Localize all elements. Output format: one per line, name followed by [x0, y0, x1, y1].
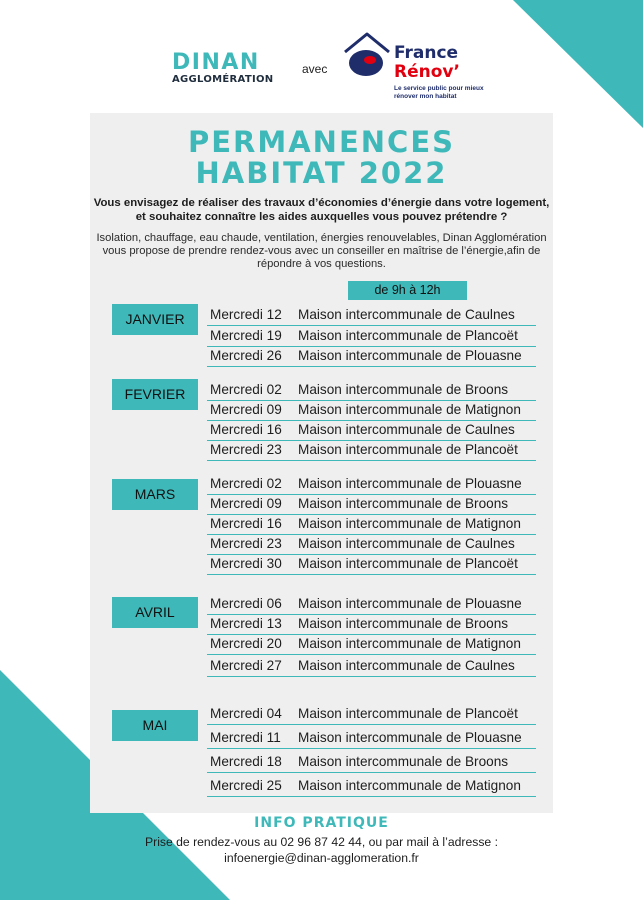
hours-badge: de 9h à 12h — [348, 281, 467, 300]
month-label: FEVRIER — [112, 379, 198, 410]
schedule-date: Mercredi 12 — [210, 307, 282, 322]
schedule-place: Maison intercommunale de Broons — [298, 382, 509, 397]
schedule-row — [207, 474, 536, 495]
schedule-date: Mercredi 23 — [210, 442, 282, 457]
dinan-logo-subtitle: AGGLOMÉRATION — [172, 74, 274, 85]
schedule-row — [207, 554, 536, 575]
schedule-date: Mercredi 11 — [210, 730, 281, 745]
schedule-row — [207, 326, 536, 347]
month-label: AVRIL — [112, 597, 198, 628]
schedule-row — [207, 704, 536, 725]
schedule-place: Maison intercommunale de Broons — [298, 616, 509, 631]
schedule-place: Maison intercommunale de Plouasne — [298, 476, 522, 491]
schedule-row — [207, 594, 536, 615]
schedule-date: Mercredi 13 — [210, 616, 282, 631]
schedule-place: Maison intercommunale de Caulnes — [298, 307, 515, 322]
schedule-date: Mercredi 16 — [210, 516, 282, 531]
schedule-place: Maison intercommunale de Plancoët — [298, 706, 518, 721]
schedule-place: Maison intercommunale de Plancoët — [298, 556, 518, 571]
schedule-date: Mercredi 25 — [210, 778, 282, 793]
schedule-place: Maison intercommunale de Caulnes — [298, 422, 515, 437]
schedule-row — [207, 656, 536, 677]
schedule-row — [207, 514, 536, 535]
schedule-place: Maison intercommunale de Caulnes — [298, 536, 515, 551]
schedule-date: Mercredi 23 — [210, 536, 282, 551]
schedule-row — [207, 420, 536, 441]
france-renov-name: France — [394, 43, 459, 63]
schedule-place: Maison intercommunale de Plouasne — [298, 596, 522, 611]
schedule-row — [207, 346, 536, 367]
month-label: JANVIER — [112, 304, 198, 335]
schedule-row — [207, 752, 536, 773]
schedule-date: Mercredi 06 — [210, 596, 282, 611]
schedule-date: Mercredi 27 — [210, 658, 282, 673]
info-title: INFO PRATIQUE — [254, 815, 389, 831]
schedule-place: Maison intercommunale de Plouasne — [298, 730, 522, 745]
avec-label: avec — [302, 62, 328, 76]
france-renov-tagline: Le service public pour mieux rénover mon habitat — [394, 85, 484, 100]
schedule-place: Maison intercommunale de Plouasne — [298, 348, 522, 363]
schedule-place: Maison intercommunale de Matignon — [298, 516, 521, 531]
schedule-date: Mercredi 19 — [210, 328, 282, 343]
schedule-row — [207, 305, 536, 326]
schedule-row — [207, 534, 536, 555]
schedule-place: Maison intercommunale de Plancoët — [298, 442, 518, 457]
schedule-date: Mercredi 16 — [210, 422, 282, 437]
info-contact-line: Prise de rendez-vous au 02 96 87 42 44, ou par mail à l’adresse : — [145, 835, 498, 849]
page-title-line1: PERMANENCES — [187, 125, 456, 159]
schedule-place: Maison intercommunale de Plancoët — [298, 328, 518, 343]
schedule-place: Maison intercommunale de Broons — [298, 496, 509, 511]
schedule-row — [207, 400, 536, 421]
schedule-date: Mercredi 30 — [210, 556, 282, 571]
schedule-row — [207, 728, 536, 749]
france-renov-renov: Rénov’ — [394, 62, 460, 82]
schedule-place: Maison intercommunale de Matignon — [298, 636, 521, 651]
dinan-agglomeration-logo — [172, 52, 273, 86]
header-logos — [0, 30, 643, 110]
schedule-place: Maison intercommunale de Matignon — [298, 402, 521, 417]
schedule-date: Mercredi 02 — [210, 476, 282, 491]
schedule-row — [207, 440, 536, 461]
schedule-date: Mercredi 09 — [210, 402, 282, 417]
month-label: MARS — [112, 479, 198, 510]
month-label: MAI — [112, 710, 198, 741]
schedule-date: Mercredi 09 — [210, 496, 282, 511]
dinan-logo-name: DINAN — [172, 50, 260, 75]
info-email-line: infoenergie@dinan-agglomeration.fr — [224, 851, 419, 865]
schedule-row — [207, 634, 536, 655]
schedule-row — [207, 776, 536, 797]
schedule-date: Mercredi 26 — [210, 348, 282, 363]
intro-text: Vous envisagez de réaliser des travaux d’économies d’énergie dans votre logement, et souhaitez connaître les aides auxquelles vous pouvez prétendre ? — [93, 197, 550, 223]
france-renov-house-icon — [342, 30, 392, 82]
schedule-row — [207, 380, 536, 401]
schedule-place: Maison intercommunale de Broons — [298, 754, 509, 769]
schedule-date: Mercredi 02 — [210, 382, 282, 397]
schedule-date: Mercredi 18 — [210, 754, 282, 769]
schedule-date: Mercredi 04 — [210, 706, 282, 721]
schedule-row — [207, 614, 536, 635]
schedule-place: Maison intercommunale de Caulnes — [298, 658, 515, 673]
page-title-line2: HABITAT 2022 — [195, 156, 448, 190]
schedule-place: Maison intercommunale de Matignon — [298, 778, 521, 793]
schedule-date: Mercredi 20 — [210, 636, 282, 651]
schedule-row — [207, 494, 536, 515]
description-text: Isolation, chauffage, eau chaude, ventilation, énergies renouvelables, Dinan Agglomération vous propose de prendre rendez-vous avec un conseiller en maîtrise de l’énergie,afin de répondre à vos questions. — [96, 232, 547, 271]
